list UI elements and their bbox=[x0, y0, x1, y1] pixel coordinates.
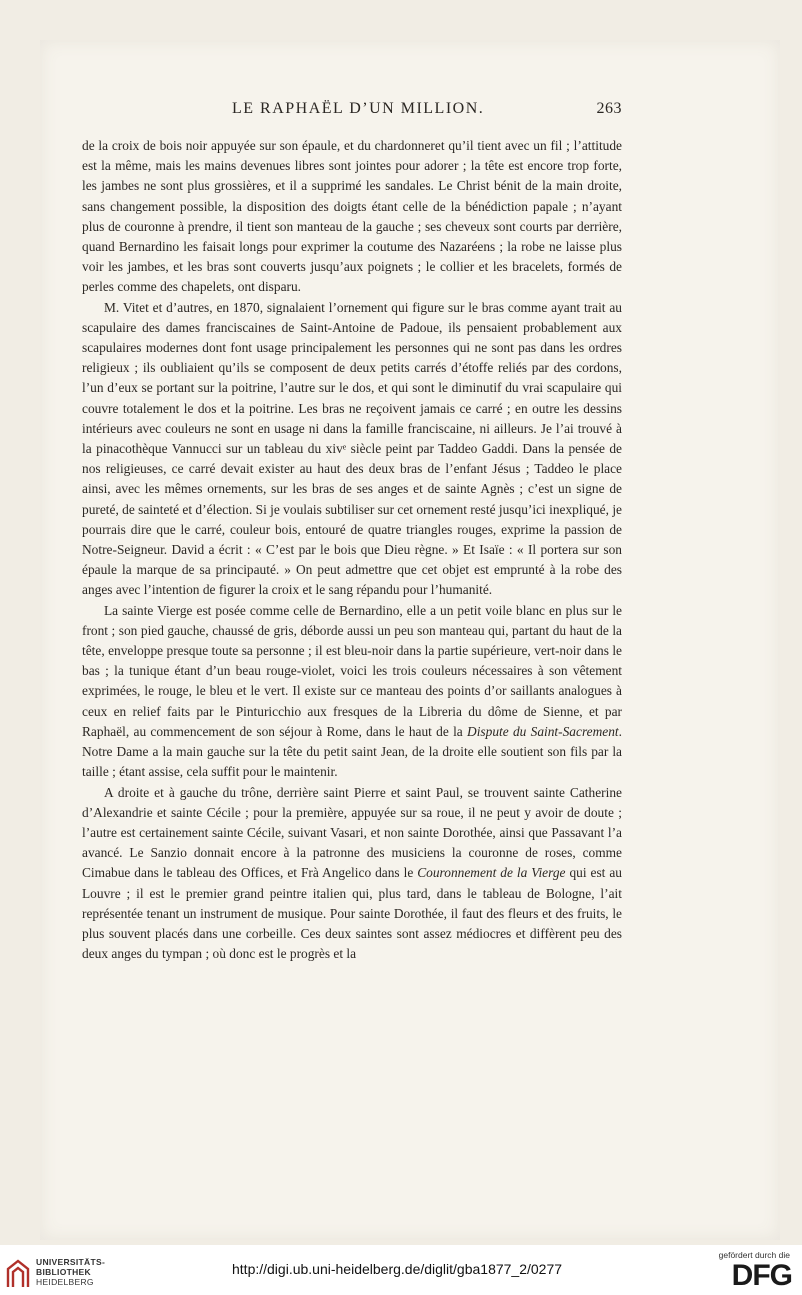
paragraph-3 bbox=[82, 601, 622, 783]
page-number: 263 bbox=[596, 100, 622, 117]
italic-dispute: Dispute du Saint-Sacrement bbox=[467, 723, 619, 739]
body-text bbox=[82, 136, 622, 964]
running-title: LE RAPHAËL D’UN MILLION. bbox=[232, 100, 485, 117]
library-line-2: BIBLIOTHEK bbox=[36, 1267, 91, 1277]
permalink-url[interactable]: http://digi.ub.uni-heidelberg.de/diglit/gba1877_2/0277 bbox=[232, 1261, 563, 1277]
paragraph-4 bbox=[82, 783, 622, 965]
paragraph-3-text: La sainte Vierge est posée comme celle de Bernardino, elle a un petit voile blanc en plus sur le front ; son pied gauche, chaussé de gris, déborde aussi un peu son manteau qui, partant du haut de la tête, enveloppe presque toute sa personne ; il est bleu-noir dans la partie supérieure, vert-noir dans le bas ; la tunique étant d’un beau rouge-violet, voici les trois couleurs nécessaires à son vêtement exprimées, le rouge, le bleu et le vert. Il existe sur ce manteau des points d’or saillants analogues à ceux en relief faits par le Pinturicchio aux fresques de la Libreria du dôme de Sienne, et par Raphaël, au commencement de son séjour à Rome, dans le haut de la bbox=[82, 602, 622, 739]
paragraph-4-text: A droite et à gauche du trône, derrière saint Pierre et saint Paul, se trouvent sainte Catherine d’Alexandrie et sainte Cécile ; pour la première, appuyée sur sa roue, il ne peut y avoir de doute ; l’autre est certainement sainte Cécile, suivant Vasari, et non sainte Dorothée, ainsi que Passavant l’a avancé. Le Sanzio donnait encore à la patronne des musiciens la couronne de roses, comme Cimabue dans le tableau des Offices, et Frà Angelico dans le bbox=[82, 784, 622, 881]
dfg-logo: DFG bbox=[731, 1259, 792, 1292]
library-logo-icon bbox=[6, 1259, 30, 1289]
running-head bbox=[82, 100, 622, 122]
library-line-1: UNIVERSITÄTS- bbox=[36, 1257, 106, 1267]
funding-caption: gefördert durch die bbox=[718, 1250, 790, 1260]
italic-couronnement: Couronnement de la Vierge bbox=[417, 865, 566, 881]
paragraph-2: M. Vitet et d’autres, en 1870, signalaient l’ornement qui figure sur le bras comme ayant trait au scapulaire des dames franciscaines de Saint-Antoine de Padoue, ils pensaient probablement aux scapulaires modernes dont font usage principalement les personnes qui ne sont pas dans les ordres religieux ; ils oubliaient qu’ils se composent de deux petits carrés d’étoffe reliés par des cordons, l’un d’eux se portant sur la poitrine, l’autre sur le dos, et qui sont le diminutif du vrai scapulaire qui couvre totalement le dos et la poitrine. Les bras ne reçoivent jamais ce carré ; en outre les dessins intérieurs avec couleurs ne sont en usage ni dans la famille franciscaine, ni ailleurs. Je l’ai trouvé à la pinacothèque Vannucci sur un tableau du xivᵉ siècle peint par Taddeo Gaddi. Dans la pensée de nos religieuses, ce carré devait exister au haut des deux bras de l’enfant Jésus ; Taddeo le place ainsi, avec les mêmes ornements, sur les bras de ses anges et de sainte Agnès ; c’est un signe de pureté, de sainteté et d’élection. Si je voulais subtiliser sur cet ornement resté jusqu’ici inexpliqué, je pourrais dire que le carré, couleur bois, entouré de quatre triangles rouges, exprime la passion de Notre-Seigneur. David a écrit : « C’est par le bois que Dieu règne. » Et Isaïe : « Il portera sur son épaule la marque de sa principauté. » On peut admettre que cet objet est emprunté à la robe des anges avec l’intention de figurer la croix et le sang répandu pour l’humanité. bbox=[82, 299, 622, 598]
paragraph-4-tail: qui est au Louvre ; il est le premier grand peintre italien qui, plus tard, dans le tableau de Bologne, l’ait représentée tenant un instrument de musique. Pour sainte Dorothée, il faut des fleurs et des fruits, le plus souvent placés dans une corbeille. Ces deux saintes sont assez médiocres et diffèrent peu des deux anges du tympan ; où donc est le progrès et la bbox=[82, 865, 622, 962]
footer-bar bbox=[0, 1245, 802, 1295]
paragraph-1: de la croix de bois noir appuyée sur son épaule, et du chardonneret qu’il tient avec un fil ; l’attitude est la même, mais les mains devenues libres sont jointes pour adorer ; la tête est encore trop forte, les jambes ne sont plus grossières, et il a supprimé les sandales. Le Christ bénit de la main droite, sans changement possible, la disposition des doigts étant celle de la bénédiction papale ; n’ayant plus de couronne à prendre, il tient son manteau de la gauche ; ses cheveux sont courts par derrière, quand Bernardino les faisait longs pour exprimer la coutume des Nazaréens ; la robe ne laisse plus voir les jambes, et les bras sont couverts jusqu’aux poignets ; le collier et les bracelets, formés de perles comme des chapelets, ont disparu. bbox=[82, 138, 622, 295]
paragraph-3-tail: . Notre Dame a la main gauche sur la tête du petit saint Jean, de la droite elle soutient son fils par la taille ; étant assise, cela suffit pour le maintenir. bbox=[82, 723, 622, 780]
library-line-3: HEIDELBERG bbox=[36, 1277, 94, 1287]
library-name bbox=[36, 1257, 105, 1287]
